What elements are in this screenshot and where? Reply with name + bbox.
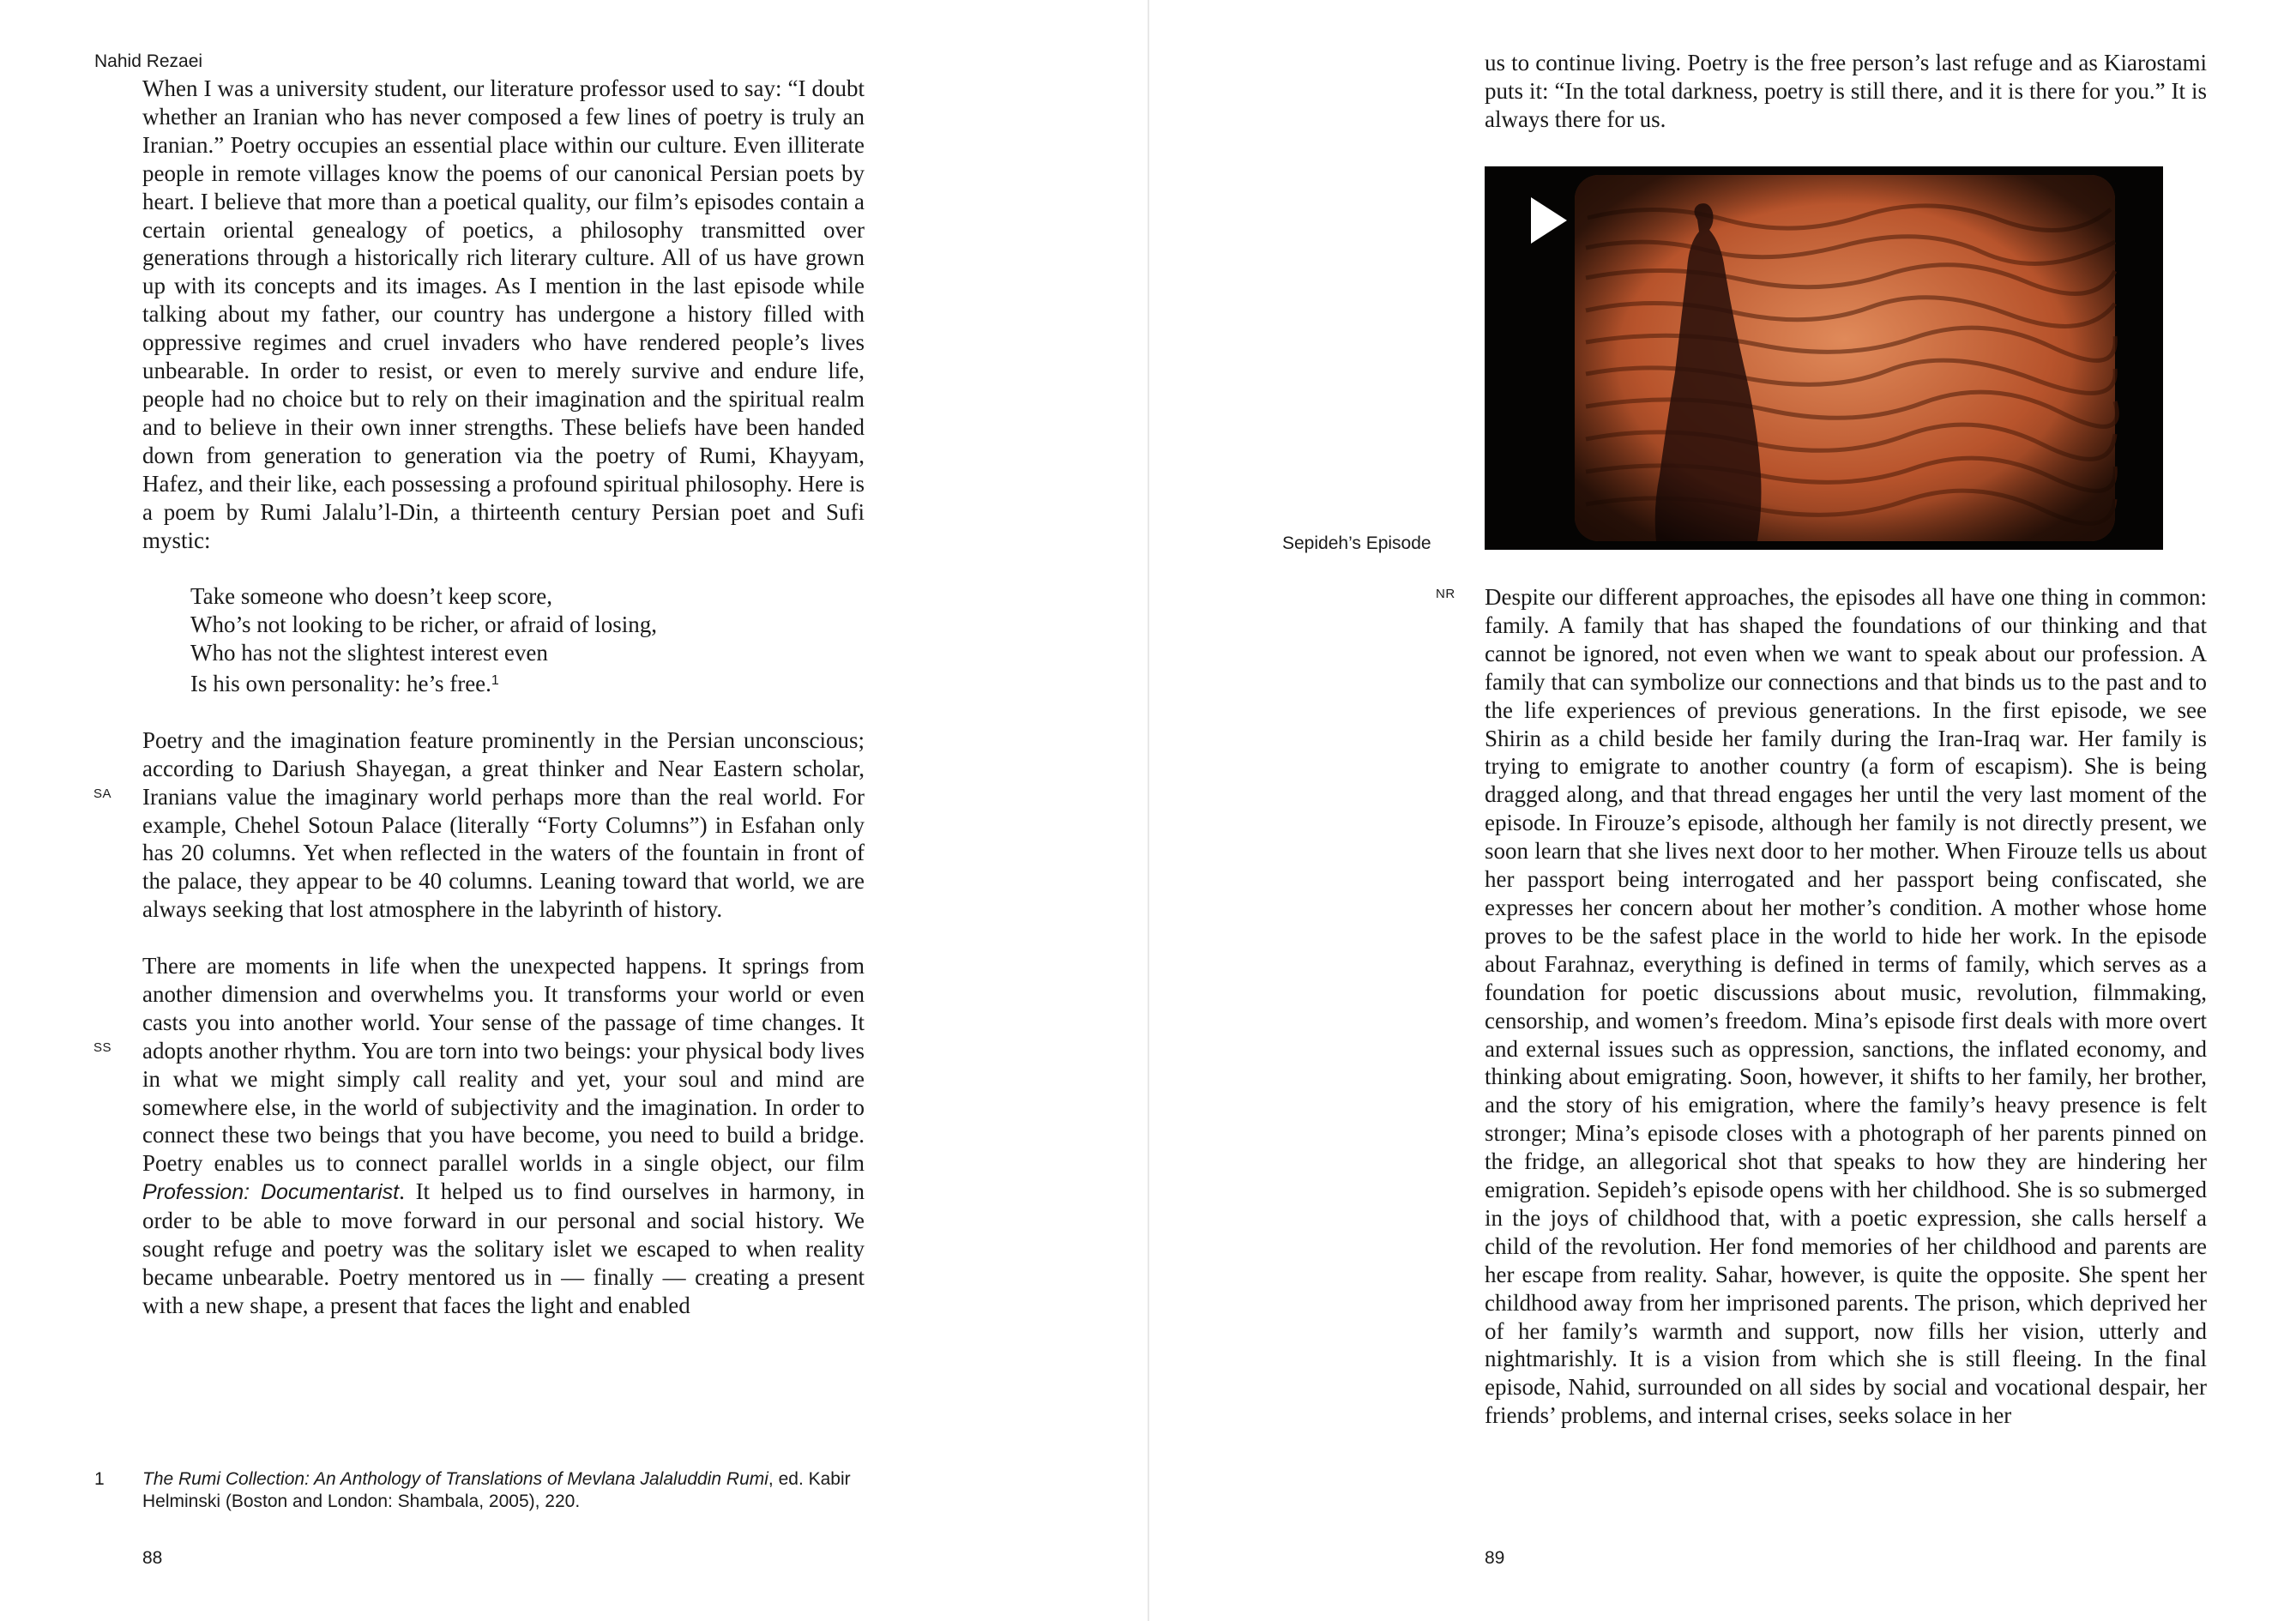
page-number-left: 88 [142, 1548, 163, 1568]
rumi-poem [190, 582, 865, 698]
film-title: Profession: Documentarist [142, 1180, 400, 1205]
ss-paragraph [142, 952, 865, 1320]
image-caption: Sepideh’s Episode [1282, 533, 1431, 553]
poem-line: Who’s not looking to be richer, or afraid of losing, [190, 612, 658, 638]
video-still[interactable] [1485, 166, 2163, 550]
left-column [142, 75, 865, 1320]
play-icon[interactable] [1531, 197, 1567, 244]
poem-line: Who has not the slightest interest even [190, 640, 548, 666]
footnote-details: , ed. Kabir Helminski (Boston and London: Shambala, 2005), 220. [142, 1469, 851, 1511]
nr-paragraph: Despite our different approaches, the episodes all have one thing in common: family. A family that has shaped the foundations of our thinking and that cannot be ignored, not even when we want to speak about our profession. A family that can symbolize our connections and that binds us to the past and to the life experiences of previous generations. In the first episode, we see Shirin as a child beside her family during the Iran-Iraq war. Her family is trying to emigrate to another country (a form of escapism). She is being dragged along, and that thread engages her until the very last moment of the episode. In Firouze’s episode, although her family is not directly present, we soon learn that she lives next door to her mother. When Firouze tells us about her passport being interrogated and her passport being confiscated, she expresses her concern about her mother’s condition. A mother whose home proves to be the safest place in the world to hide her work. In the episode about Farahnaz, everything is defined in terms of family, which serves as a foundation for poetic discussions about music, revolution, filmmaking, censorship, and women’s freedom. Mina’s episode first deals with more overt and external issues such as oppression, sanctions, the inflated economy, and thinking about emigrating. Soon, however, it shifts to her family, her brother, and the story of his emigration, where the family’s heavy presence is felt stronger; Mina’s episode closes with a photograph of her parents pinned on the fridge, an allegorical shot that speaks to how they are hindering her emigration. Sepideh’s episode opens with her childhood. She is so submerged in the joys of childhood that, with a poetic expression, she calls herself a child of the revolution. Her fond memories of her childhood and parents are her escape from reality. Sahar, however, is quite the opposite. She spent her childhood away from her imprisoned parents. The prison, which deprived her of her family’s warmth and support, now fills her vision, utterly and nightmarishly. It is a vision from which she is still fleeing. In the final episode, Nahid, surrounded on all sides by social and vocational despair, her friends’ problems, and internal crises, seeks solace in her [1485, 584, 2207, 1429]
continuation-paragraph: us to continue living. Poetry is the free person’s last refuge and as Kiarostami puts it: “In the total darkness, poetry is still there, and it is there for you.” It is always there for us. [1485, 50, 2207, 132]
footnote-text [142, 1468, 914, 1513]
footnote-ref[interactable]: 1 [491, 673, 499, 689]
intro-paragraph: When I was a university student, our literature professor used to say: “I doubt whether an Iranian who has never composed a few lines of poetry is truly an Iranian.” Poetry occupies an essential place within our culture. Even illiterate people in remote villages know the poems of our canonical Persian poets by heart. I believe that more than a poetical quality, our film’s episodes contain a certain oriental genealogy of poetics, a philosophy transmitted over generations through a historically rich literary culture. All of us have grown up with its concepts and its images. As I mention in the last episode while talking about my father, our country has undergone a history filled with oppressive regimes and cruel invaders who have rendered people’s lives unbearable. In order to resist, or even to merely survive and endure life, people had no choice but to rely on their imagination and the spiritual realm and to believe in their own inner strengths. These beliefs have been handed down from generation to generation via the poetry of Rumi, Khayyam, Hafez, and their like, each possessing a profound spiritual philosophy. Here is a poem by Rumi Jalalu’l-Din, a thirteenth century Persian poet and Sufi mystic: [142, 75, 865, 553]
footnote-title: The Rumi Collection: An Anthology of Translations of Mevlana Jalaluddin Rumi [142, 1469, 768, 1489]
poem-line: Take someone who doesn’t keep score, [190, 583, 552, 610]
running-head: Nahid Rezaei [94, 51, 203, 71]
page-number-right: 89 [1485, 1548, 1505, 1568]
speaker-marker-ss: SS [93, 1040, 112, 1055]
poem-line-text: Is his own personality: he’s free. [190, 671, 491, 697]
sa-paragraph: Poetry and the imagination feature prominently in the Persian unconscious; according to Dariush Shayegan, a great thinker and Near Eastern scholar, Iranians value the imaginary world perhaps more than the real world. For example, Chehel Sotoun Palace (literally “Forty Columns”) in Esfahan only has 20 columns. Yet when reflected in the waters of the fountain in front of the palace, they appear to be 40 columns. Leaning toward that world, we are always seeking that lost atmosphere in the labyrinth of history. [142, 726, 865, 923]
speaker-marker-sa: SA [93, 786, 112, 801]
poem-line [190, 667, 865, 698]
desert-shadow-frame [1485, 166, 2163, 550]
footnote-number: 1 [94, 1469, 105, 1489]
ss-text-after: . It helped us to find ourselves in harmony, in order to be able to move forward in our personal and social history. We sought refuge and poetry was the solitary islet we escaped to when reality became unbearable. Poetry mentored us in — finally — creating a present with a new shape, a present that faces the light and enabled [142, 1178, 865, 1318]
speaker-marker-nr: NR [1436, 587, 1455, 601]
ss-text-before: There are moments in life when the unexpected happens. It springs from another dimension and overwhelms you. It transforms your world or even casts you into another world. Your sense of the passage of time changes. It adopts another rhythm. You are torn into two beings: your physical body lives in what we might simply call reality and yet, your soul and mind are somewhere else, in the world of subjectivity and the imagination. In order to connect these two beings that you have become, you need to build a bridge. Poetry enables us to connect parallel worlds in a single object, our film [142, 953, 865, 1177]
